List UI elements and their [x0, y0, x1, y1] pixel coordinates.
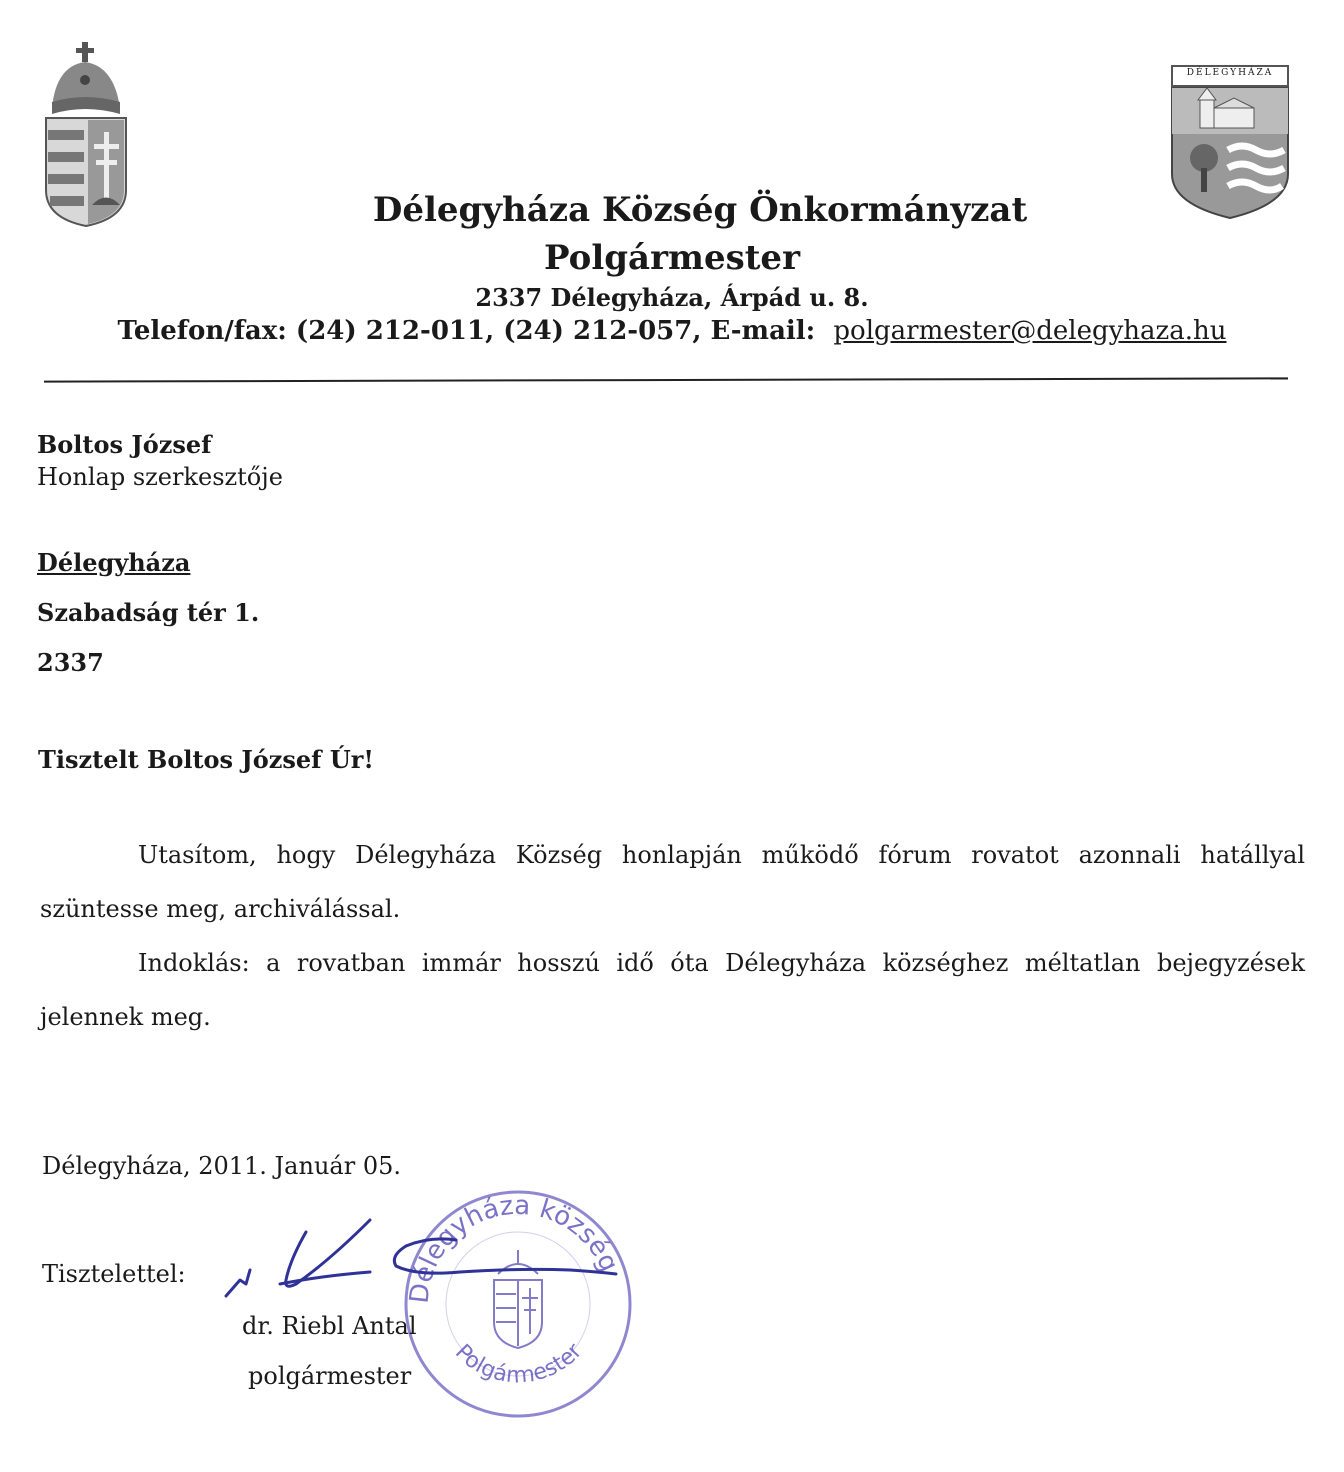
salutation: Tisztelt Boltos József Úr!	[38, 745, 374, 774]
letterhead-address: 2337 Délegyháza, Árpád u. 8.	[475, 283, 869, 312]
recipient-street: Szabadság tér 1.	[37, 598, 260, 627]
signer-name: dr. Riebl Antal	[242, 1312, 417, 1340]
recipient-role: Honlap szerkesztője	[37, 463, 283, 491]
recipient-zip: 2337	[37, 648, 104, 677]
header-divider	[44, 377, 1288, 382]
closing: Tisztelettel:	[42, 1260, 186, 1288]
contact-prefix: Telefon/fax: (24) 212-011, (24) 212-057, E-mail:	[117, 316, 816, 346]
letterhead-title: Délegyháza Község Önkormányzat	[372, 190, 1028, 230]
body-paragraph-2	[40, 936, 1305, 1044]
stamp-bottom-text: Polgármester	[449, 1339, 588, 1389]
paragraph-2-text: Indoklás: a rovatban immár hosszú idő óta Délegyháza községhez méltatlan bejegyzések jelennek meg.	[40, 949, 1305, 1031]
stamp-top-text: Délegyháza község	[404, 1190, 624, 1305]
body-paragraph-1	[40, 828, 1305, 936]
recipient-name: Boltos József	[37, 430, 212, 459]
recipient-city: Délegyháza	[37, 548, 191, 577]
signer-title: polgármester	[248, 1362, 412, 1390]
paragraph-1-text: Utasítom, hogy Délegyháza Község honlapján működő fórum rovatot azonnali hatállyal szüntesse meg, archiválással.	[40, 841, 1305, 923]
letterhead-subtitle: Polgármester	[544, 238, 800, 278]
crest-banner-text: DÉLEGYHÁZA	[1186, 68, 1274, 78]
handwritten-signature	[220, 1210, 640, 1310]
letter-date: Délegyháza, 2011. Január 05.	[42, 1152, 401, 1180]
email-link[interactable]: polgarmester@delegyhaza.hu	[833, 316, 1227, 346]
letterhead-contact	[0, 316, 1344, 346]
